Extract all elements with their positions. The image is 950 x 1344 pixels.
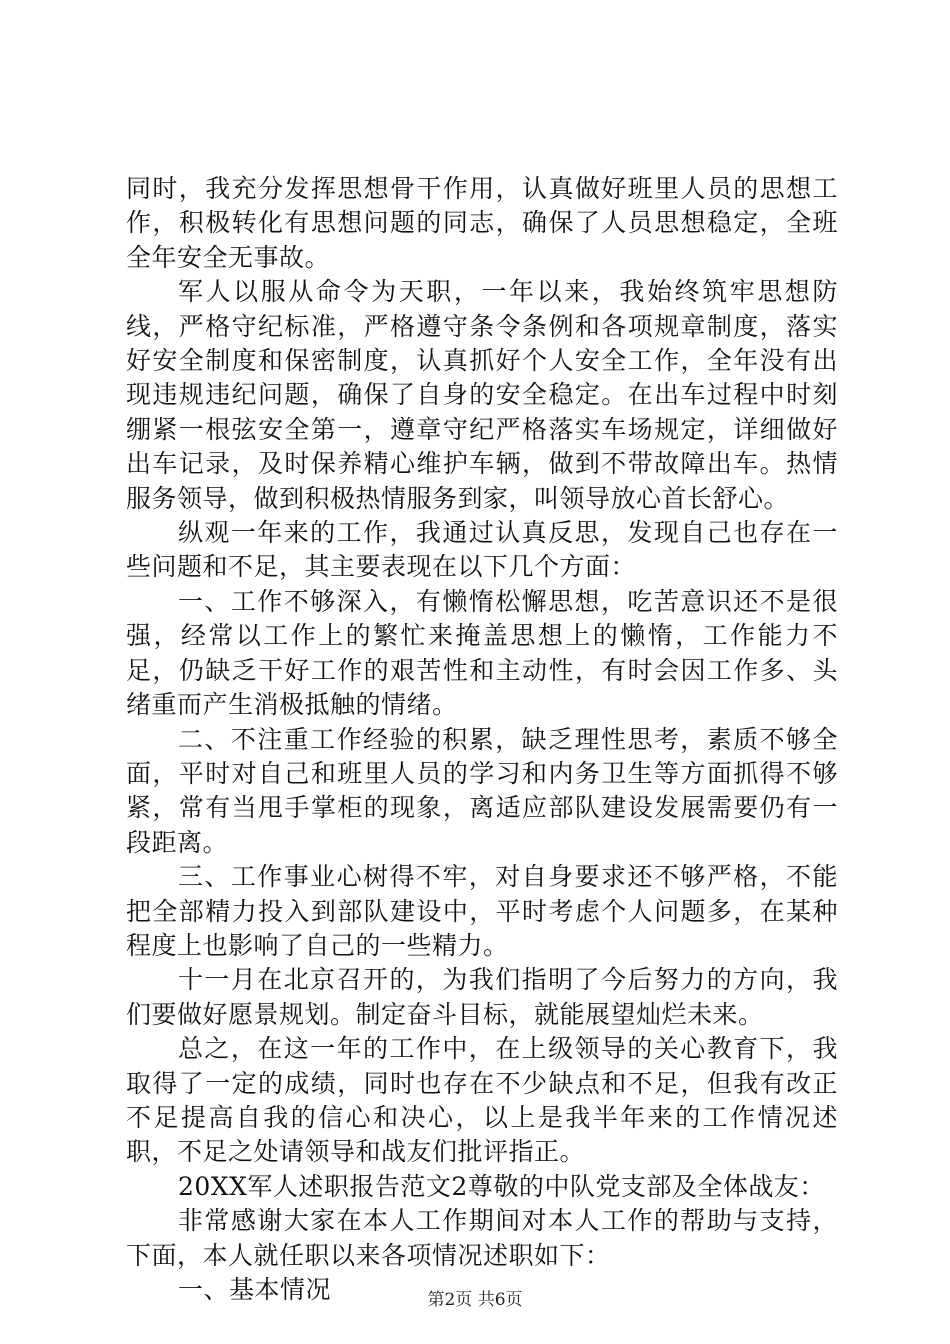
page-footer: 第2页 共6页 bbox=[427, 1290, 523, 1310]
paragraph-reflection: 纵观一年来的工作，我通过认真反思，发现自己也存在一些问题和不足，其主要表现在以下几个方面： bbox=[126, 518, 838, 582]
document-body bbox=[126, 172, 838, 1307]
paragraph-november: 十一月在北京召开的，为我们指明了今后努力的方向，我们要做好愿景规划。制定奋斗目标，就能展望灿烂未来。 bbox=[126, 965, 838, 1029]
paragraph-shortcoming-1: 一、工作不够深入，有懒惰松懈思想，吃苦意识还不是很强，经常以工作上的繁忙来掩盖思想上的懒惰，工作能力不足，仍缺乏干好工作的艰苦性和主动性，有时会因工作多、头绪重而产生消极抵触的情绪。 bbox=[126, 586, 838, 720]
paragraph-thanks: 非常感谢大家在本人工作期间对本人工作的帮助与支持，下面，本人就任职以来各项情况述职如下： bbox=[126, 1206, 838, 1270]
paragraph-report-2-heading: 20XX军人述职报告范文2尊敬的中队党支部及全体战友： bbox=[178, 1171, 825, 1201]
paragraph-discipline: 军人以服从命令为天职，一年以来，我始终筑牢思想防线，严格守纪标准，严格遵守条令条例和各项规章制度，落实好安全制度和保密制度，认真抓好个人安全工作，全年没有出现违规违纪问题，确保了自身的安全稳定。在出车过程中时刻绷紧一根弦安全第一，遵章守纪严格落实车场规定，详细做好出车记录，及时保养精心维护车辆，做到不带故障出车。热情服务领导，做到积极热情服务到家，叫领导放心首长舒心。 bbox=[126, 277, 838, 513]
paragraph-shortcoming-3: 三、工作事业心树得不牢，对自身要求还不够严格，不能把全部精力投入到部队建设中，平时考虑个人问题多，在某种程度上也影响了自己的一些精力。 bbox=[126, 862, 838, 960]
paragraph-summary: 总之，在这一年的工作中，在上级领导的关心教育下，我取得了一定的成绩，同时也存在不少缺点和不足，但我有改正不足提高自我的信心和决心，以上是我半年来的工作情况述职，不足之处请领导和战友们批评指正。 bbox=[126, 1034, 838, 1167]
paragraph-shortcoming-2: 二、不注重工作经验的积累，缺乏理性思考，素质不够全面，平时对自己和班里人员的学习和内务卫生等方面抓得不够紧，常有当甩手掌柜的现象，离适应部队建设发展需要仍有一段距离。 bbox=[126, 724, 838, 857]
section-heading-basic-info: 一、基本情况 bbox=[178, 1275, 332, 1304]
paragraph-continuation: 同时，我充分发挥思想骨干作用，认真做好班里人员的思想工作，积极转化有思想问题的同志，确保了人员思想稳定，全班全年安全无事故。 bbox=[126, 174, 838, 272]
